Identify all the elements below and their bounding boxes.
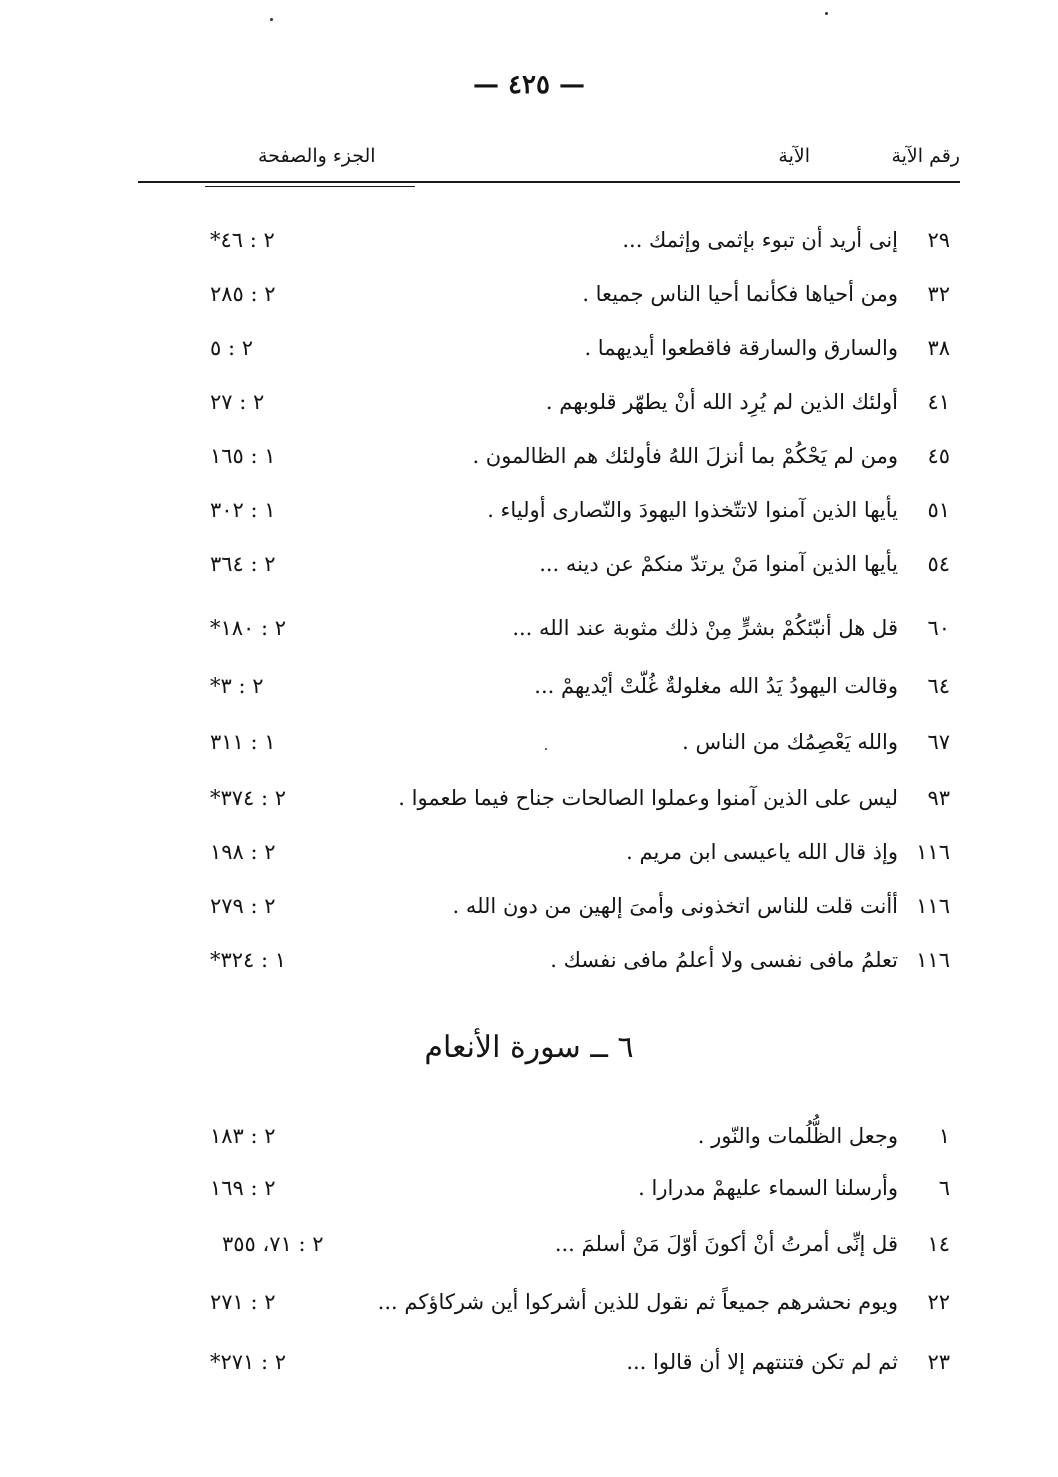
- volume-page-ref: ٢ : ٣٧٤*: [210, 786, 287, 810]
- verse-number: ٥١: [927, 498, 950, 522]
- verse-number: ١٤: [927, 1232, 950, 1256]
- verse-number: ٦: [938, 1176, 950, 1200]
- volume-page-ref: ١ : ١٦٥: [210, 444, 276, 468]
- verse-text: ومن أحياها فكأنما أحيا الناس جميعا .: [582, 282, 898, 306]
- index-entry: [140, 326, 950, 370]
- volume-page-ref: ١ : ٣٢٤*: [210, 948, 287, 972]
- index-entry: [140, 434, 950, 478]
- verse-text: وجعل الظُّلُمات والنّور .: [697, 1124, 898, 1148]
- verse-number: ٤١: [927, 390, 950, 414]
- volume-page-ref: ٢ : ٣*: [210, 674, 264, 698]
- index-entry: [140, 488, 950, 532]
- verse-text: وإذ قال الله ياعيسى ابن مريم .: [626, 840, 898, 864]
- index-entry: [140, 720, 950, 764]
- verse-number: ١١٦: [916, 948, 950, 972]
- index-entry: [140, 606, 950, 650]
- volume-page-ref: ١ : ٣٠٢: [210, 498, 276, 522]
- volume-page-ref: ٢ : ١٨٠*: [210, 616, 287, 640]
- header-volume-page: الجزء والصفحة: [258, 145, 376, 167]
- volume-page-ref: ٢ : ١٨٣: [210, 1124, 276, 1148]
- index-entry: [140, 1340, 950, 1384]
- volume-page-ref: ٢ : ٢٧٩: [210, 894, 276, 918]
- verse-number: ٣٢: [927, 282, 950, 306]
- verse-text: ثم لم تكن فتنتهم إلا أن قالوا ...: [626, 1350, 898, 1374]
- verse-number: ٦٤: [927, 674, 950, 698]
- index-entry: [140, 218, 950, 262]
- volume-page-ref: ٢ : ١٩٨: [210, 840, 276, 864]
- header-verse-number: رقم الآية: [891, 145, 960, 167]
- volume-page-ref: ٢ : ٢٨٥: [210, 282, 276, 306]
- verse-text: يأيها الذين آمنوا مَنْ يرتدّ منكمْ عن دينه ...: [539, 552, 898, 576]
- verse-text: يأيها الذين آمنوا لاتتّخذوا اليهودَ والنّصارى أولياء .: [487, 498, 898, 522]
- verse-text: والله يَعْصِمُك من الناس .: [682, 730, 898, 754]
- index-entry: [140, 1114, 950, 1158]
- volume-page-ref: ٢ : ٣٦٤: [210, 552, 276, 576]
- verse-text: وأرسلنا السماء عليهمْ مدرارا .: [638, 1176, 898, 1200]
- verse-text: قل هل أنبّئكُمْ بشرٍّ مِنْ ذلك مثوبة عند الله ...: [512, 616, 898, 640]
- volume-page-ref: ٢ : ١٦٩: [210, 1176, 276, 1200]
- verse-text: أولئك الذين لم يُرِد الله أنْ يطهّر قلوبهم .: [545, 390, 898, 414]
- volume-page-ref: ٢ : ٢٧: [210, 390, 265, 414]
- volume-page-ref: ٢ : ٢٧١*: [210, 1350, 287, 1374]
- verse-number: ٢٣: [927, 1350, 950, 1374]
- verse-number: ٣٨: [927, 336, 950, 360]
- verse-number: ٦٠: [927, 616, 950, 640]
- verse-text: تعلمُ مافى نفسى ولا أعلمُ مافى نفسك .: [550, 948, 898, 972]
- verse-number: ٦٧: [927, 730, 950, 754]
- verse-number: ٢٩: [927, 228, 950, 252]
- index-entry: [140, 1166, 950, 1210]
- verse-text: ويوم نحشرهم جميعاً ثم نقول للذين أشركوا أين شركاؤكم ...: [377, 1290, 898, 1314]
- header-verse: الآية: [778, 145, 810, 167]
- volume-page-ref: ٢ : ٤٦*: [210, 228, 275, 252]
- verse-text: وقالت اليهودُ يَدُ الله مغلولةٌ غُلّتْ أيْديهمْ ...: [534, 674, 898, 698]
- verse-text: والسارق والسارقة فاقطعوا أيديهما .: [584, 336, 898, 360]
- volume-page-ref: ٢ : ٧١، ٣٥٥: [222, 1232, 324, 1256]
- verse-number: ٥٤: [927, 552, 950, 576]
- index-entry: [140, 664, 950, 708]
- index-entry: [140, 776, 950, 820]
- index-entry: [140, 1222, 950, 1266]
- verse-number: ١١٦: [916, 894, 950, 918]
- verse-text: قل إنِّى أمرتُ أنْ أكونَ أوّلَ مَنْ أسلمَ ...: [554, 1232, 898, 1256]
- verse-text: ومن لم يَحْكُمْ بما أنزلَ اللهُ فأولئك هم الظالمون .: [472, 444, 898, 468]
- verse-text: أأنت قلت للناس اتخذونى وأمىَ إلهين من دون الله .: [452, 894, 898, 918]
- volume-page-ref: ٢ : ٢٧١: [210, 1290, 276, 1314]
- verse-text: إنى أريد أن تبوء بإثمى وإثمك ...: [622, 228, 898, 252]
- verse-number: ٤٥: [927, 444, 950, 468]
- verse-number: ١١٦: [916, 840, 950, 864]
- index-entry: [140, 542, 950, 586]
- verse-number: ٢٢: [927, 1290, 950, 1314]
- volume-page-ref: ٢ : ٥: [210, 336, 253, 360]
- volume-page-ref: ١ : ٣١١: [210, 730, 276, 754]
- index-entry: [140, 938, 950, 982]
- index-entry: [140, 884, 950, 928]
- verse-number: ٩٣: [927, 786, 950, 810]
- verse-text: ليس على الذين آمنوا وعملوا الصالحات جناح فيما طعموا .: [398, 786, 898, 810]
- index-entry: [140, 830, 950, 874]
- index-entry: [140, 272, 950, 316]
- verse-number: ١: [938, 1124, 950, 1148]
- index-entry: [140, 380, 950, 424]
- index-entry: [140, 1280, 950, 1324]
- sura-title: ٦ ــ سورة الأنعام: [424, 1030, 634, 1065]
- page-number: — ٤٢٥ —: [472, 70, 586, 100]
